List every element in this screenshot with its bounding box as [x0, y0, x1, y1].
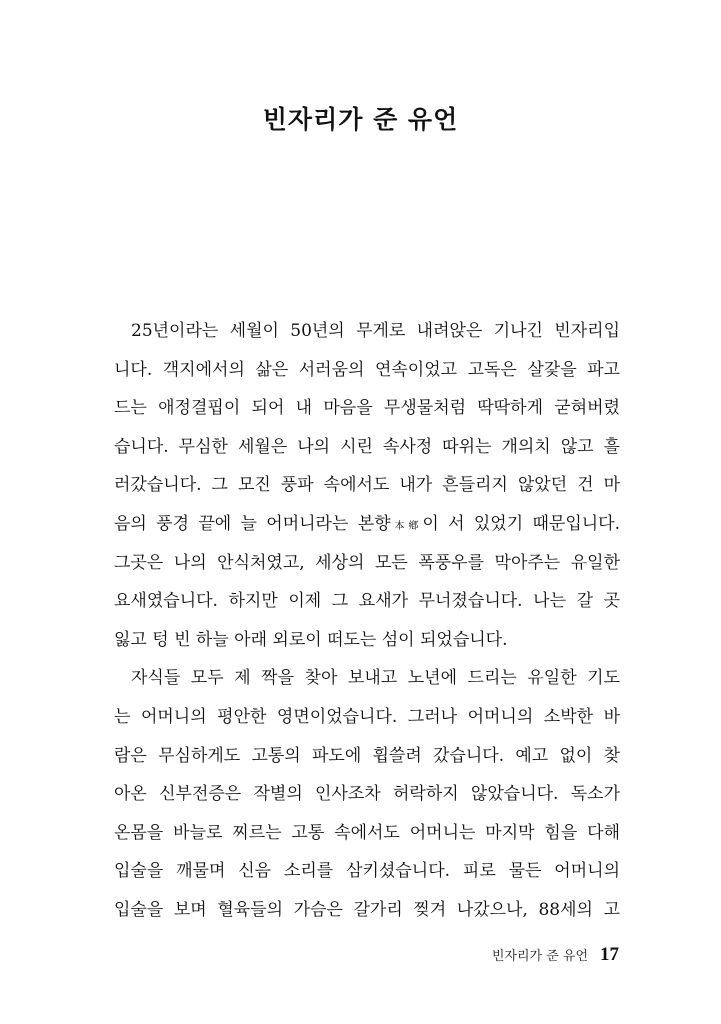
text-line: 아온 신부전증은 작별의 인사조차 허락하지 않았습니다. 독소가: [114, 784, 620, 805]
text-line: 그곳은 나의 안식처였고, 세상의 모든 폭풍우를 막아주는 유일한: [114, 552, 620, 573]
hanja-annotation: 本鄕: [390, 520, 423, 532]
text-segment: 이 서 있었기 때문입니다.: [422, 513, 620, 534]
text-line: 람은 무심하게도 고통의 파도에 휩쓸려 갔습니다. 예고 없이 찾: [114, 745, 620, 766]
text-line: 드는 애정결핍이 되어 내 마음을 무생물처럼 딱딱하게 굳혀버렸: [114, 398, 620, 419]
text-line: 온몸을 바늘로 찌르는 고통 속에서도 어머니는 마지막 힘을 다해: [114, 822, 620, 843]
running-title: 빈자리가 준 유언: [491, 949, 588, 964]
text-line: 러갔습니다. 그 모진 풍파 속에서도 내가 흔들리지 않았던 건 마: [114, 475, 620, 496]
page-title: 빈자리가 준 유언: [262, 105, 459, 134]
text-line: 자식들 모두 제 짝을 찾아 보내고 노년에 드리는 유일한 기도: [131, 668, 620, 689]
text-line: 요새였습니다. 하지만 이제 그 요새가 무너졌습니다. 나는 갈 곳: [114, 591, 620, 612]
text-line: 25년이라는 세월이 50년의 무게로 내려앉은 기나긴 빈자리입: [131, 321, 620, 341]
text-line: [114, 505, 620, 544]
text-line: 는 어머니의 평안한 영면이었습니다. 그러나 어머니의 소박한 바: [114, 706, 620, 727]
text-line: 입술을 깨물며 신음 소리를 삼키셨습니다. 피로 물든 어머니의: [114, 861, 620, 882]
page-footer: [492, 944, 619, 966]
page-number: 17: [600, 944, 619, 965]
text-line: 입술을 보며 혈육들의 가슴은 갈가리 찢겨 나갔으나, 88세의 고: [114, 899, 620, 920]
text-line: 잃고 텅 빈 하늘 아래 외로이 떠도는 섬이 되었습니다.: [114, 629, 508, 650]
text-line: 니다. 객지에서의 삶은 서러움의 연속이었고 고독은 살갗을 파고: [114, 359, 620, 380]
text-segment: 음의 풍경 끝에 늘 어머니라는 본향: [114, 513, 391, 534]
body-text: [114, 312, 620, 930]
text-line: 습니다. 무심한 세월은 나의 시린 속사정 따위는 개의치 않고 흘: [114, 436, 620, 457]
